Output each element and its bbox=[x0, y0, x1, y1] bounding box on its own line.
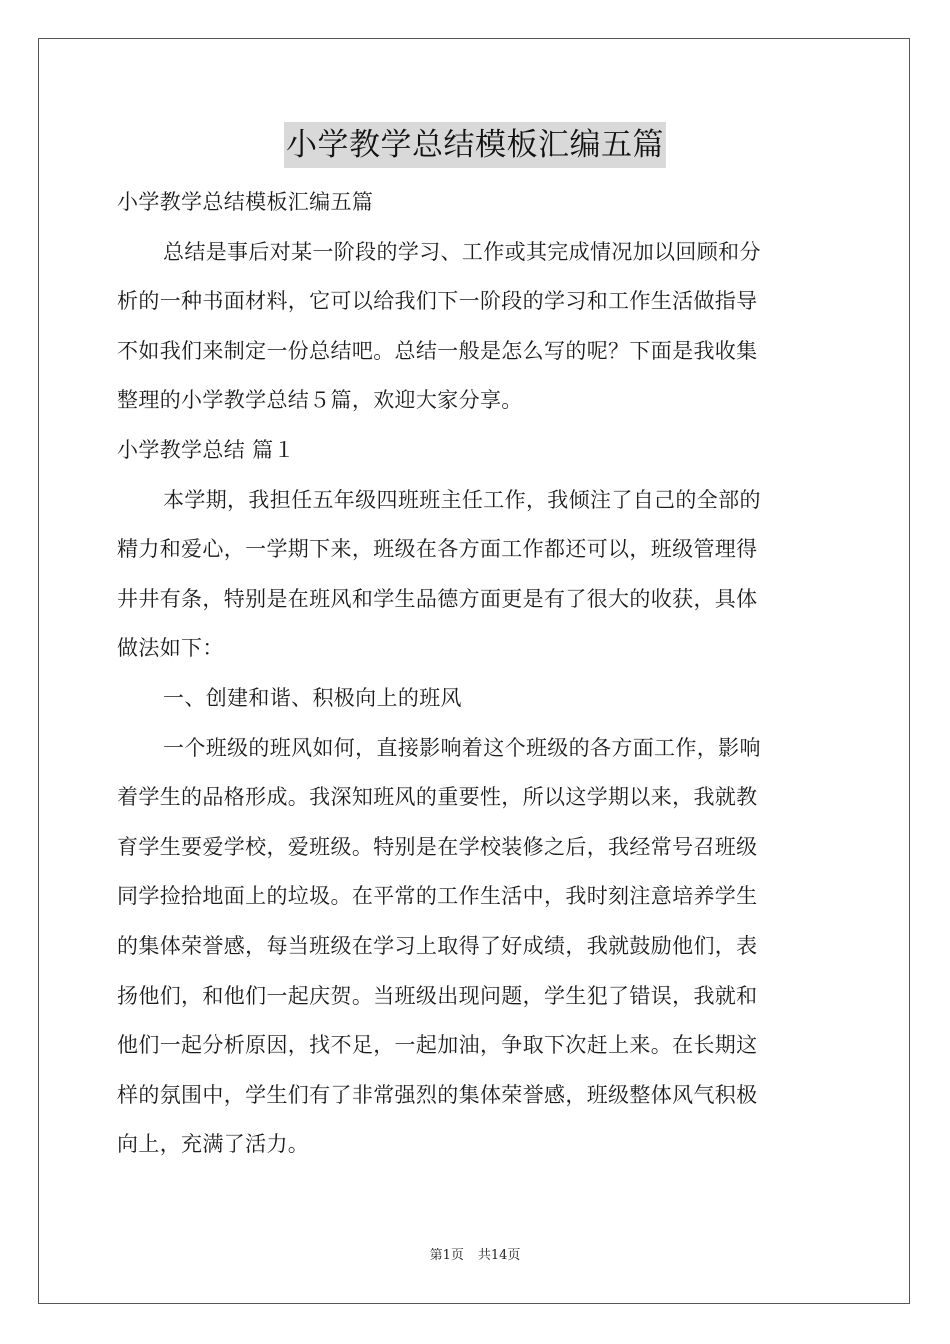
paragraph-line: 扬他们，和他们一起庆贺。当班级出现问题，学生犯了错误，我就和 bbox=[117, 983, 758, 1008]
document-body bbox=[117, 178, 835, 1170]
paragraph-line: 他们一起分析原因，找不足，一起加油，争取下次赶上来。在长期这 bbox=[117, 1033, 758, 1058]
paragraph-line: 同学捡拾地面上的垃圾。在平常的工作生活中，我时刻注意培养学生 bbox=[117, 884, 758, 909]
document-title: 小学教学总结模板汇编五篇 bbox=[284, 122, 666, 168]
page-footer bbox=[0, 1244, 950, 1263]
page-total: 共14页 bbox=[477, 1248, 521, 1263]
paragraph-line: 析的一种书面材料，它可以给我们下一阶段的学习和工作生活做指导 bbox=[117, 289, 758, 314]
section-heading: 小学教学总结 篇１ bbox=[117, 437, 295, 462]
subsection-heading: 一、创建和谐、积极向上的班风 bbox=[163, 685, 462, 710]
paragraph-line: 着学生的品格形成。我深知班风的重要性，所以这学期以来，我就教 bbox=[117, 785, 758, 810]
paragraph-line: 一个班级的班风如何，直接影响着这个班级的各方面工作，影响 bbox=[163, 735, 761, 760]
paragraph-line: 育学生要爱学校，爱班级。特别是在学校装修之后，我经常号召班级 bbox=[117, 834, 758, 859]
paragraph-line: 的集体荣誉感，每当班级在学习上取得了好成绩，我就鼓励他们，表 bbox=[117, 933, 758, 958]
paragraph-line: 精力和爱心，一学期下来，班级在各方面工作都还可以，班级管理得 bbox=[117, 537, 758, 562]
subtitle-line: 小学教学总结模板汇编五篇 bbox=[117, 190, 374, 214]
paragraph-line: 向上，充满了活力。 bbox=[117, 1132, 310, 1157]
paragraph-line: 样的氛围中，学生们有了非常强烈的集体荣誉感，班级整体风气积极 bbox=[117, 1082, 758, 1107]
paragraph-line: 井井有条，特别是在班风和学生品德方面更是有了很大的收获，具体 bbox=[117, 586, 758, 611]
page-number: 第1页 bbox=[429, 1248, 464, 1263]
paragraph-line: 本学期，我担任五年级四班班主任工作，我倾注了自己的全部的 bbox=[163, 487, 761, 512]
title-container bbox=[0, 122, 950, 168]
paragraph-line: 做法如下： bbox=[117, 636, 224, 661]
paragraph-line: 不如我们来制定一份总结吧。总结一般是怎么写的呢？下面是我收集 bbox=[117, 338, 758, 363]
paragraph-line: 总结是事后对某一阶段的学习、工作或其完成情况加以回顾和分 bbox=[163, 239, 761, 264]
paragraph-line: 整理的小学教学总结５篇，欢迎大家分享。 bbox=[117, 388, 523, 413]
